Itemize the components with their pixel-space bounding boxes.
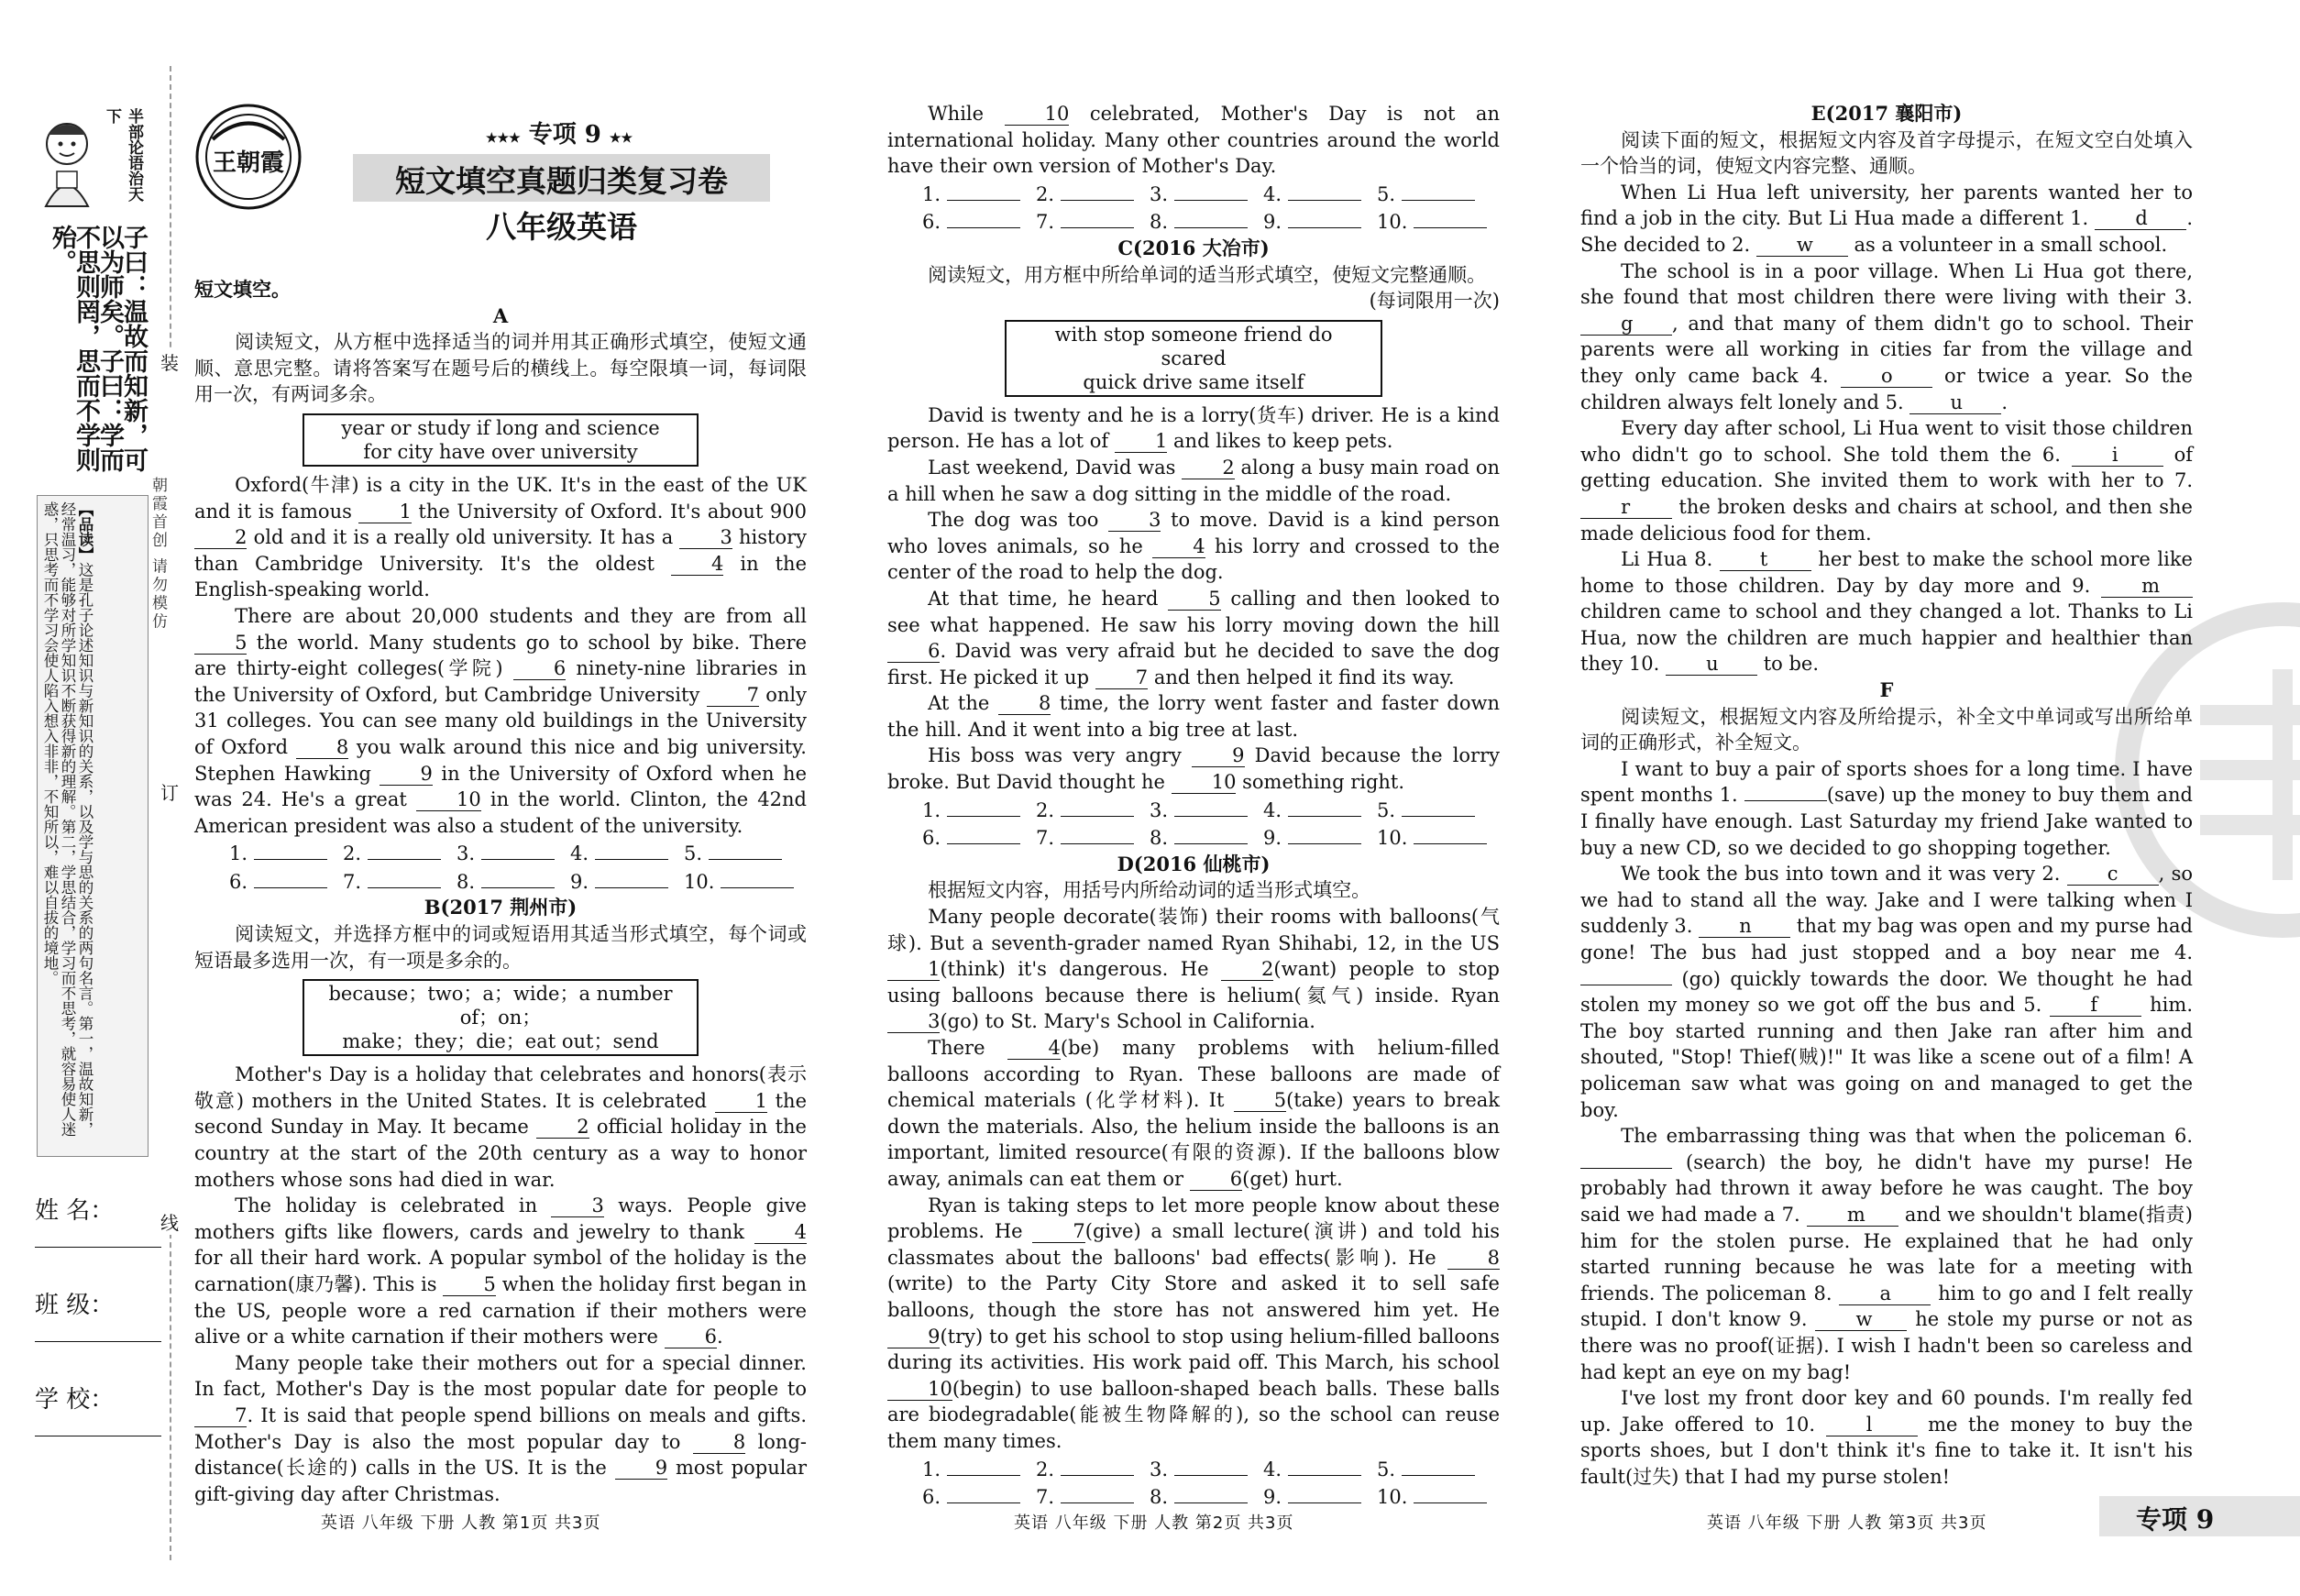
section-d-instruction: 根据短文内容，用括号内所给动词的适当形式填空。: [928, 879, 1371, 902]
reading-text: 这是孔子论述知识与新知识的关系，以及学与思的关系的两句名言。第一，温故知新，经常温习，能够对所学知识不断获得新的理解。第二，学思结合，学习而不思考，就容易使人迷惑，只思考而不学习会使人陷入想入非非，不知所以，难以自拔的境地。: [41, 501, 94, 1137]
page-title: 短文填空真题归类复习卷: [395, 163, 728, 199]
section-a-instruction: 阅读短文，从方框中选择适当的词并用其正确形式填空，使短文通顺、意思完整。请将答案写在题号后的横线上。每空限填一词，每词限用一次，有两词多余。: [194, 331, 807, 406]
passage-a: Oxford(牛津) is a city in the UK. It's in the east of the UK and it is famous 1 the University of Oxford. It's about 900 2 old and it is a really old university. It has a 3 history than Cambridge University. It's the oldest 4 in the English-speaking world.: [194, 473, 808, 601]
column-1: 短文填空。 A 阅读短文，从方框中选择适当的词并用其正确形式填空，使短文通顺、意思完整。请将答案写在题号后的横线上。每空限填一词，每词限用一次，有两词多余。 year or study if long and science for city have over university Oxford(牛津) is a city in the UK. It's in the east of the UK and it is famous 1 the University of Oxford. It's about 900 2 old and it is a really old university. It has a 3 history than Cambridge University. It's the oldest 4 in the English-speaking world. There are about 20,000 students and they are from all 5 the world. Many students go to school by bike. There are thirty-eight colleges(学院) 6 ninety-nine libraries in the University of Oxford, but Cambridge University 7 only 31 colleges. You can see many old buildings in the University of Oxford 8 you walk around this nice and big university. Stephen Hawking 9 in the University of Oxford when he was 24. He's a great 10 in the world. Clinton, the 42nd American president was also a student of the university. 1. 2. 3. 4. 5. 6. 7. 8. 9. 10. B(2017 荆州市) 阅读短文，并选择方框中的词或短语用其适当形式填空，每个词或短语最多选用一次，有一项是多余的。 because；two；a；wide；a number of；on； make；they；die；eat out；send Mother's Day is a holiday that celebrates and honors(表示敬意) mothers in the United States. It is celebrated 1 the second Sunday in May. It became 2 official holiday in the country at the start of the 20th century as a way to honor mothers whose sons had died in war. The holiday is celebrated in 3 ways. People give mothers gifts like flowers, cards and jewelry to thank 4 for all their hard work. A popular symbol of the holiday is the carnation(康乃馨). This is 5 when the holiday first began in the US, people wore a red carnation if their mothers were alive or a white carnation if their mothers were 6. Many people take their mothers out for a special dinner. In fact, Mother's Day is the most popular date for people to 7. It is said that people spend billions on meals and gifts. Mother's Day is also the most popular day to 8 long-distance(长途的) calls in the US. It is the 9 most popular gift-giving day after Christmas.: [194, 279, 808, 1505]
answer-row-c2: 6. 7. 8. 9. 10.: [887, 823, 1500, 852]
answer-row-b1: 1. 2. 3. 4. 5.: [887, 180, 1500, 208]
answer-row-d1: 1. 2. 3. 4. 5.: [887, 1455, 1500, 1483]
footer-page-3: 英语 八年级 下册 人教 第3页 共3页: [1707, 1513, 1987, 1533]
footer-badge: 专项 9: [2099, 1496, 2300, 1536]
word-box-b: because；two；a；wide；a number of；on； make；they；die；eat out；send: [303, 979, 699, 1056]
school-field[interactable]: 学 校：: [35, 1386, 115, 1414]
class-field[interactable]: 班 级：: [35, 1292, 115, 1319]
answer-row-b2: 6. 7. 8. 9. 10.: [887, 207, 1500, 236]
student-info-fields: [35, 1192, 161, 1436]
passage-b-end: While 10 celebrated, Mother's Day is not an international holiday. Many other countries around the world have their own version of Mother's Day.: [887, 103, 1500, 178]
mascot: [35, 115, 99, 211]
name-field[interactable]: 姓 名：: [35, 1197, 115, 1225]
page-subtitle: 八年级英语: [486, 209, 637, 245]
column-2: While 10 celebrated, Mother's Day is not an international holiday. Many other countries around the world have their own version of Mother's Day. 1. 2. 3. 4. 5. 6. 7. 8. 9. 10. C(2016 大冶市) 阅读短文，用方框中所给单词的适当形式填空，使短文完整通顺。 (每词限用一次) with stop someone friend do scared quick drive same itself David is twenty and he is a lorry(货车) driver. He is a kind person. He has a lot of 1 and likes to keep pets. Last weekend, David was 2 along a busy main road on a hill when he saw a dog sitting in the middle of the road. The dog was too 3 to move. David is a kind person who loves animals, so he 4 his lorry and crossed to the center of the road to help the dog. At that time, he heard 5 calling and then looked to see what happened. He saw his lorry moving down the hill 6. David was very afraid but he decided to save the dog first. He picked it up 7 and then helped it find its way. At the 8 time, the lorry went faster and faster down the hill. And it went into a big tree at last. His boss was very angry 9 David because the lorry broke. But David thought he 10 something right. 1. 2. 3. 4. 5. 6. 7. 8. 9. 10. D(2016 仙桃市) 根据短文内容，用括号内所给动词的适当形式填空。 Many people decorate(装饰) their rooms with balloons(气球). But a seventh-grader named Ryan Shihabi, 12, in the US 1(think) it's dangerous. He 2(want) people to stop using balloons because there is helium(氦气) inside. Ryan 3(go) to St. Mary's School in California. There 4(be) many problems with helium-filled balloons according to Ryan. These balloons are made of chemical materials (化学材料). It 5(take) years to break down the materials. Also, the helium inside the balloons is an important, limited resource(有限的资源). If the balloons blow away, animals can eat them or 6(get) hurt. Ryan is taking steps to let more people know about these problems. He 7(give) a small lecture(演讲) and told his classmates about the balloons' bad effects(影响). He 8(write) to the Party City Store and asked it to sell safe balloons, though the store has not answered him yet. He 9(try) to get his school to stop using helium-filled balloons during its activities. His work paid off. This March, his school 10(begin) to use balloon-shaped beach balls. These balls are biodegradable(能被生物降解的), so the school can reuse them many times. 1. 2. 3. 4. 5. 6. 7. 8. 9. 10.: [887, 101, 1500, 1511]
answer-row-a1: 1. 2. 3. 4. 5.: [194, 839, 807, 867]
answer-row-c1: 1. 2. 3. 4. 5.: [887, 796, 1500, 824]
quote-text: 子曰：温故而知新，可以为师矣。子曰：学而不思则罔，思而不学则殆。: [48, 225, 148, 472]
logo-text: 王朝霞: [212, 149, 284, 177]
footer-page-1: 英语 八年级 下册 人教 第1页 共3页: [321, 1513, 601, 1533]
motto-badge: 半部论语治天下: [103, 108, 143, 202]
section-a-label: A: [492, 303, 509, 327]
section-e-instruction: 阅读下面的短文，根据短文内容及首字母提示，在短文空白处填入一个恰当的词，使短文内容完整、通顺。: [1580, 128, 2193, 178]
section-f-instruction: 阅读短文，根据短文内容及所给提示，补全文中单词或写出所给单词的正确形式，补全短文。: [1580, 705, 2193, 754]
answer-row-a2: 6. 7. 8. 9. 10.: [194, 867, 807, 896]
passage-b: Mother's Day is a holiday that celebrates and honors(表示敬意) mothers in the United States. It is celebrated 1 the second Sunday in May. It became 2 official holiday in the country at the start of the 20th century as a way to honor mothers whose sons had died in war.: [194, 1063, 807, 1191]
passage-e: When Li Hua left university, her parents wanted her to find a job in the city. But Li Hua made a different 1. d . She decided to 2. w as a volunteer in a small school.: [1580, 181, 2193, 256]
reading-box: [37, 495, 149, 1157]
cut-labels: 装 订 线: [157, 348, 182, 1235]
section-e-label: E(2017 襄阳市): [1810, 102, 1963, 125]
word-box-c: with stop someone friend do scared quick drive same itself: [1005, 320, 1382, 397]
brand-logo: [194, 103, 303, 211]
word-box-a: year or study if long and science for city have over university: [303, 413, 699, 467]
passage-f: I want to buy a pair of sports shoes for a long time. I have spent months 1. (save) up the money to buy them and I finally have enough. Last Saturday my friend Jake wanted to buy a new CD, so we decided to go shopping together.: [1580, 757, 2194, 859]
section-c-note: (每词限用一次): [1369, 290, 1500, 313]
section-d-label: D(2016 仙桃市): [1117, 852, 1271, 875]
section-c-instruction: 阅读短文，用方框中所给单词的适当形式填空，使短文完整通顺。: [928, 263, 1487, 286]
reading-label: 【品读】: [76, 501, 94, 562]
column-3: E(2017 襄阳市) 阅读下面的短文，根据短文内容及首字母提示，在短文空白处填入一个恰当的词，使短文内容完整、通顺。 When Li Hua left university, her parents wanted her to find a job in the city. But Li Hua made a different 1. d . She decided to 2. w as a volunteer in a small school. The school is in a poor village. When Li Hua got there, she found that most children there were living with their 3. g , and that many of them didn't go to school. Their parents were all working in cities far from the village and they only came back 4. o or twice a year. So the children always felt lonely and 5. u . Every day after school, Li Hua went to visit those children who didn't go to school. She told them the 6. i of getting education. She invited them to work with her to 7. r the broken desks and chairs at school, and then she made delicious food for them. Li Hua 8. t her best to make the school more like home to those children. Day by day more and 9. m children came to school and they changed a lot. Thanks to Li Hua, now the children are much happier and healthier than they 10. u to be. F 阅读短文，根据短文内容及所给提示，补全文中单词或写出所给单词的正确形式，补全短文。 I want to buy a pair of sports shoes for a long time. I have spent months 1. (save) up the money to buy them and I finally have enough. Last Saturday my friend Jake wanted to buy a new CD, so we decided to go shopping together. We took the bus into town and it was very 2. c , so we had to stand all the way. Jake and I were talking when I suddenly 3. n that my bag was open and my purse had gone! The bus had just stopped and a boy near me 4. (go) quickly towards the door. We thought he had stolen my money so we got off the bus and 5. f him. The boy started running and then Jake ran after him and shouted, "Stop! Thief(贼)!" It was like a scene out of a film! A policeman saw what was going on and managed to get the boy. The embarrassing thing was that when the policeman 6. (search) the boy, he didn't have my purse! He probably had thrown it away before he was caught. The boy said we had made a 7. m and we shouldn't blame(指责) him for the stolen purse. He explained that he had only started running because he was late for a meeting with friends. The policeman 8. a him to go and I felt really stupid. I don't know 9. w he stole my purse or not as there was no proof(证据). I wish I hadn't been so careless and had kept an eye on my bag! I've lost my front door key and 60 pounds. I'm really fed up. Jake offered to 10. l me the money to buy the sports shoes, but I don't think it's fine to take it. It isn't his fault(过失) that I had my purse stolen!: [1580, 102, 2194, 1488]
section-b-label: B(2017 荆州市): [424, 896, 578, 919]
passage-c: David is twenty and he is a lorry(货车) driver. He is a kind person. He has a lot of 1 and likes to keep pets.: [887, 403, 1500, 453]
section-b-instruction: 阅读短文，并选择方框中的词或短语用其适当形式填空，每个词或短语最多选用一次，有一项是多余的。: [194, 923, 807, 972]
brand-note: 朝霞首创 请勿模仿: [149, 477, 167, 632]
footer-page-2: 英语 八年级 下册 人教 第2页 共3页: [1014, 1513, 1294, 1533]
series-label: ★★★ 专项 9 ★★: [485, 121, 633, 149]
answer-row-d2: 6. 7. 8. 9. 10.: [887, 1482, 1500, 1511]
section-title: 短文填空。: [194, 279, 291, 301]
section-c-label: C(2016 大冶市): [1117, 236, 1270, 259]
section-f-label: F: [1879, 678, 1894, 702]
passage-d: Many people decorate(装饰) their rooms with balloons(气球). But a seventh-grader named Ryan Shihabi, 12, in the US 1(think) it's dangerous. He 2(want) people to stop using balloons because there is helium(氦气) inside. Ryan 3(go) to St. Mary's School in California.: [887, 906, 1500, 1033]
